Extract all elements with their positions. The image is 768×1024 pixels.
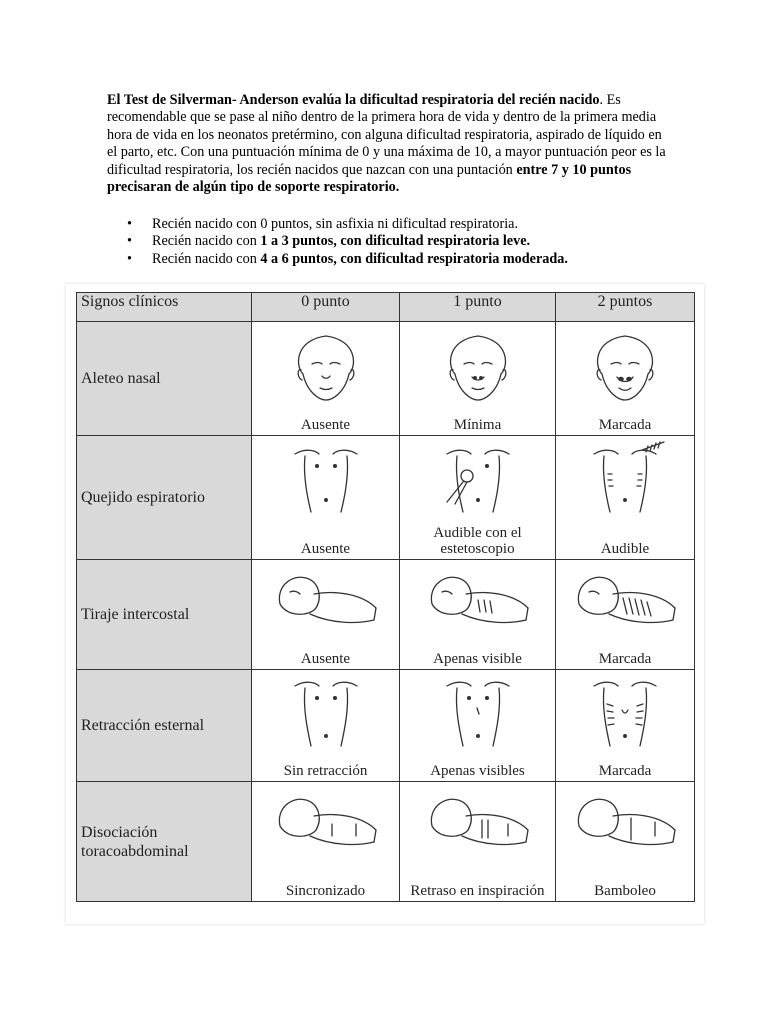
lying-baby-icon: [400, 786, 555, 864]
bullet-bold: 4 a 6 puntos, con dificultad respiratoria moderada.: [260, 250, 568, 267]
score-cell: [556, 782, 695, 902]
score-caption: Ausente: [300, 541, 351, 557]
score-caption: Mínima: [453, 417, 502, 433]
header-signos: Signos clínicos: [77, 293, 252, 322]
score-cell: [400, 322, 556, 436]
score-cell: [400, 560, 556, 670]
table-row: [77, 670, 695, 782]
table-row: [77, 560, 695, 670]
face-icon: [556, 326, 694, 404]
bullet-item: [107, 216, 667, 233]
torso-icon: [252, 440, 399, 518]
sign-label: Disociación toracoabdominal: [77, 782, 252, 902]
score-cell: [556, 560, 695, 670]
torso-icon: [252, 674, 399, 752]
score-bullet-list: [107, 216, 667, 268]
bullet-bold: 1 a 3 puntos, con dificultad respiratoria leve.: [260, 233, 531, 250]
score-caption: Ausente: [300, 651, 351, 667]
score-caption: Ausente: [300, 417, 351, 433]
torso-icon: [556, 440, 694, 518]
sign-label: Tiraje intercostal: [77, 560, 252, 670]
bullet-item: [107, 251, 667, 268]
score-caption: Bamboleo: [594, 883, 656, 899]
sign-label: Aleteo nasal: [77, 322, 252, 436]
header-1-punto: 1 punto: [400, 293, 556, 322]
score-caption: Marcada: [598, 763, 652, 779]
score-cell: [400, 670, 556, 782]
sign-label: Quejido espiratorio: [77, 436, 252, 560]
score-caption: Apenas visible: [433, 651, 522, 667]
torso-icon: [400, 440, 555, 518]
score-cell: [252, 436, 400, 560]
score-cell: [556, 436, 695, 560]
silverman-anderson-table: [76, 292, 695, 902]
intro-body-bold: entre 7 y 10 puntos precisaran de algún tipo de soporte respiratorio.: [107, 161, 632, 196]
bullet-item: [107, 233, 667, 250]
face-icon: [252, 326, 399, 404]
lying-baby-icon: [400, 564, 555, 642]
bullet-text: Recién nacido con 0 puntos, sin asfixia ni dificultad respiratoria.: [152, 216, 519, 232]
score-cell: [400, 782, 556, 902]
score-caption: Sincronizado: [285, 883, 366, 899]
torso-icon: [556, 674, 694, 752]
score-cell: [556, 322, 695, 436]
score-cell: [252, 670, 400, 782]
table-header-row: [77, 293, 695, 322]
table-row: [77, 322, 695, 436]
intro-body: . Es recomendable que se pase al niño dentro de la primera hora de vida y dentro de la primera media hora de vida en los neonatos pretérmino, con alguna dificultad respiratoria, aspirado de líquido en el parto, etc. Con una puntuación mínima de 0 y una máxima de 10, a mayor puntuación peor es la dificultad respiratoria, los recién nacidos que nazcan con una puntación: [107, 92, 666, 178]
score-caption: Audible: [600, 541, 650, 557]
stethoscope-icon: [461, 470, 473, 482]
lying-baby-icon: [556, 564, 694, 642]
silverman-table-image: [66, 284, 704, 924]
score-caption: Audible con el estetoscopio: [433, 525, 522, 557]
score-cell: [252, 782, 400, 902]
lying-baby-icon: [556, 786, 694, 864]
score-caption: Apenas visibles: [430, 763, 525, 779]
header-0-punto: 0 punto: [252, 293, 400, 322]
score-caption: Marcada: [598, 651, 652, 667]
table-row: [77, 782, 695, 902]
score-cell: [400, 436, 556, 560]
score-caption: Marcada: [598, 417, 652, 433]
sign-label: Retracción esternal: [77, 670, 252, 782]
score-cell: [252, 322, 400, 436]
intro-paragraph: [107, 92, 667, 196]
face-icon: [400, 326, 555, 404]
score-caption: Sin retracción: [283, 763, 368, 779]
score-cell: [556, 670, 695, 782]
intro-title: El Test de Silverman- Anderson evalúa la dificultad respiratoria del recién nacido: [107, 92, 600, 108]
table-row: [77, 436, 695, 560]
bullet-text: Recién nacido con: [152, 250, 261, 267]
header-2-puntos: 2 puntos: [556, 293, 695, 322]
score-caption: Retraso en inspiración: [410, 883, 545, 899]
torso-icon: [400, 674, 555, 752]
score-cell: [252, 560, 400, 670]
lying-baby-icon: [252, 786, 399, 864]
lying-baby-icon: [252, 564, 399, 642]
bullet-text: Recién nacido con: [152, 233, 261, 250]
